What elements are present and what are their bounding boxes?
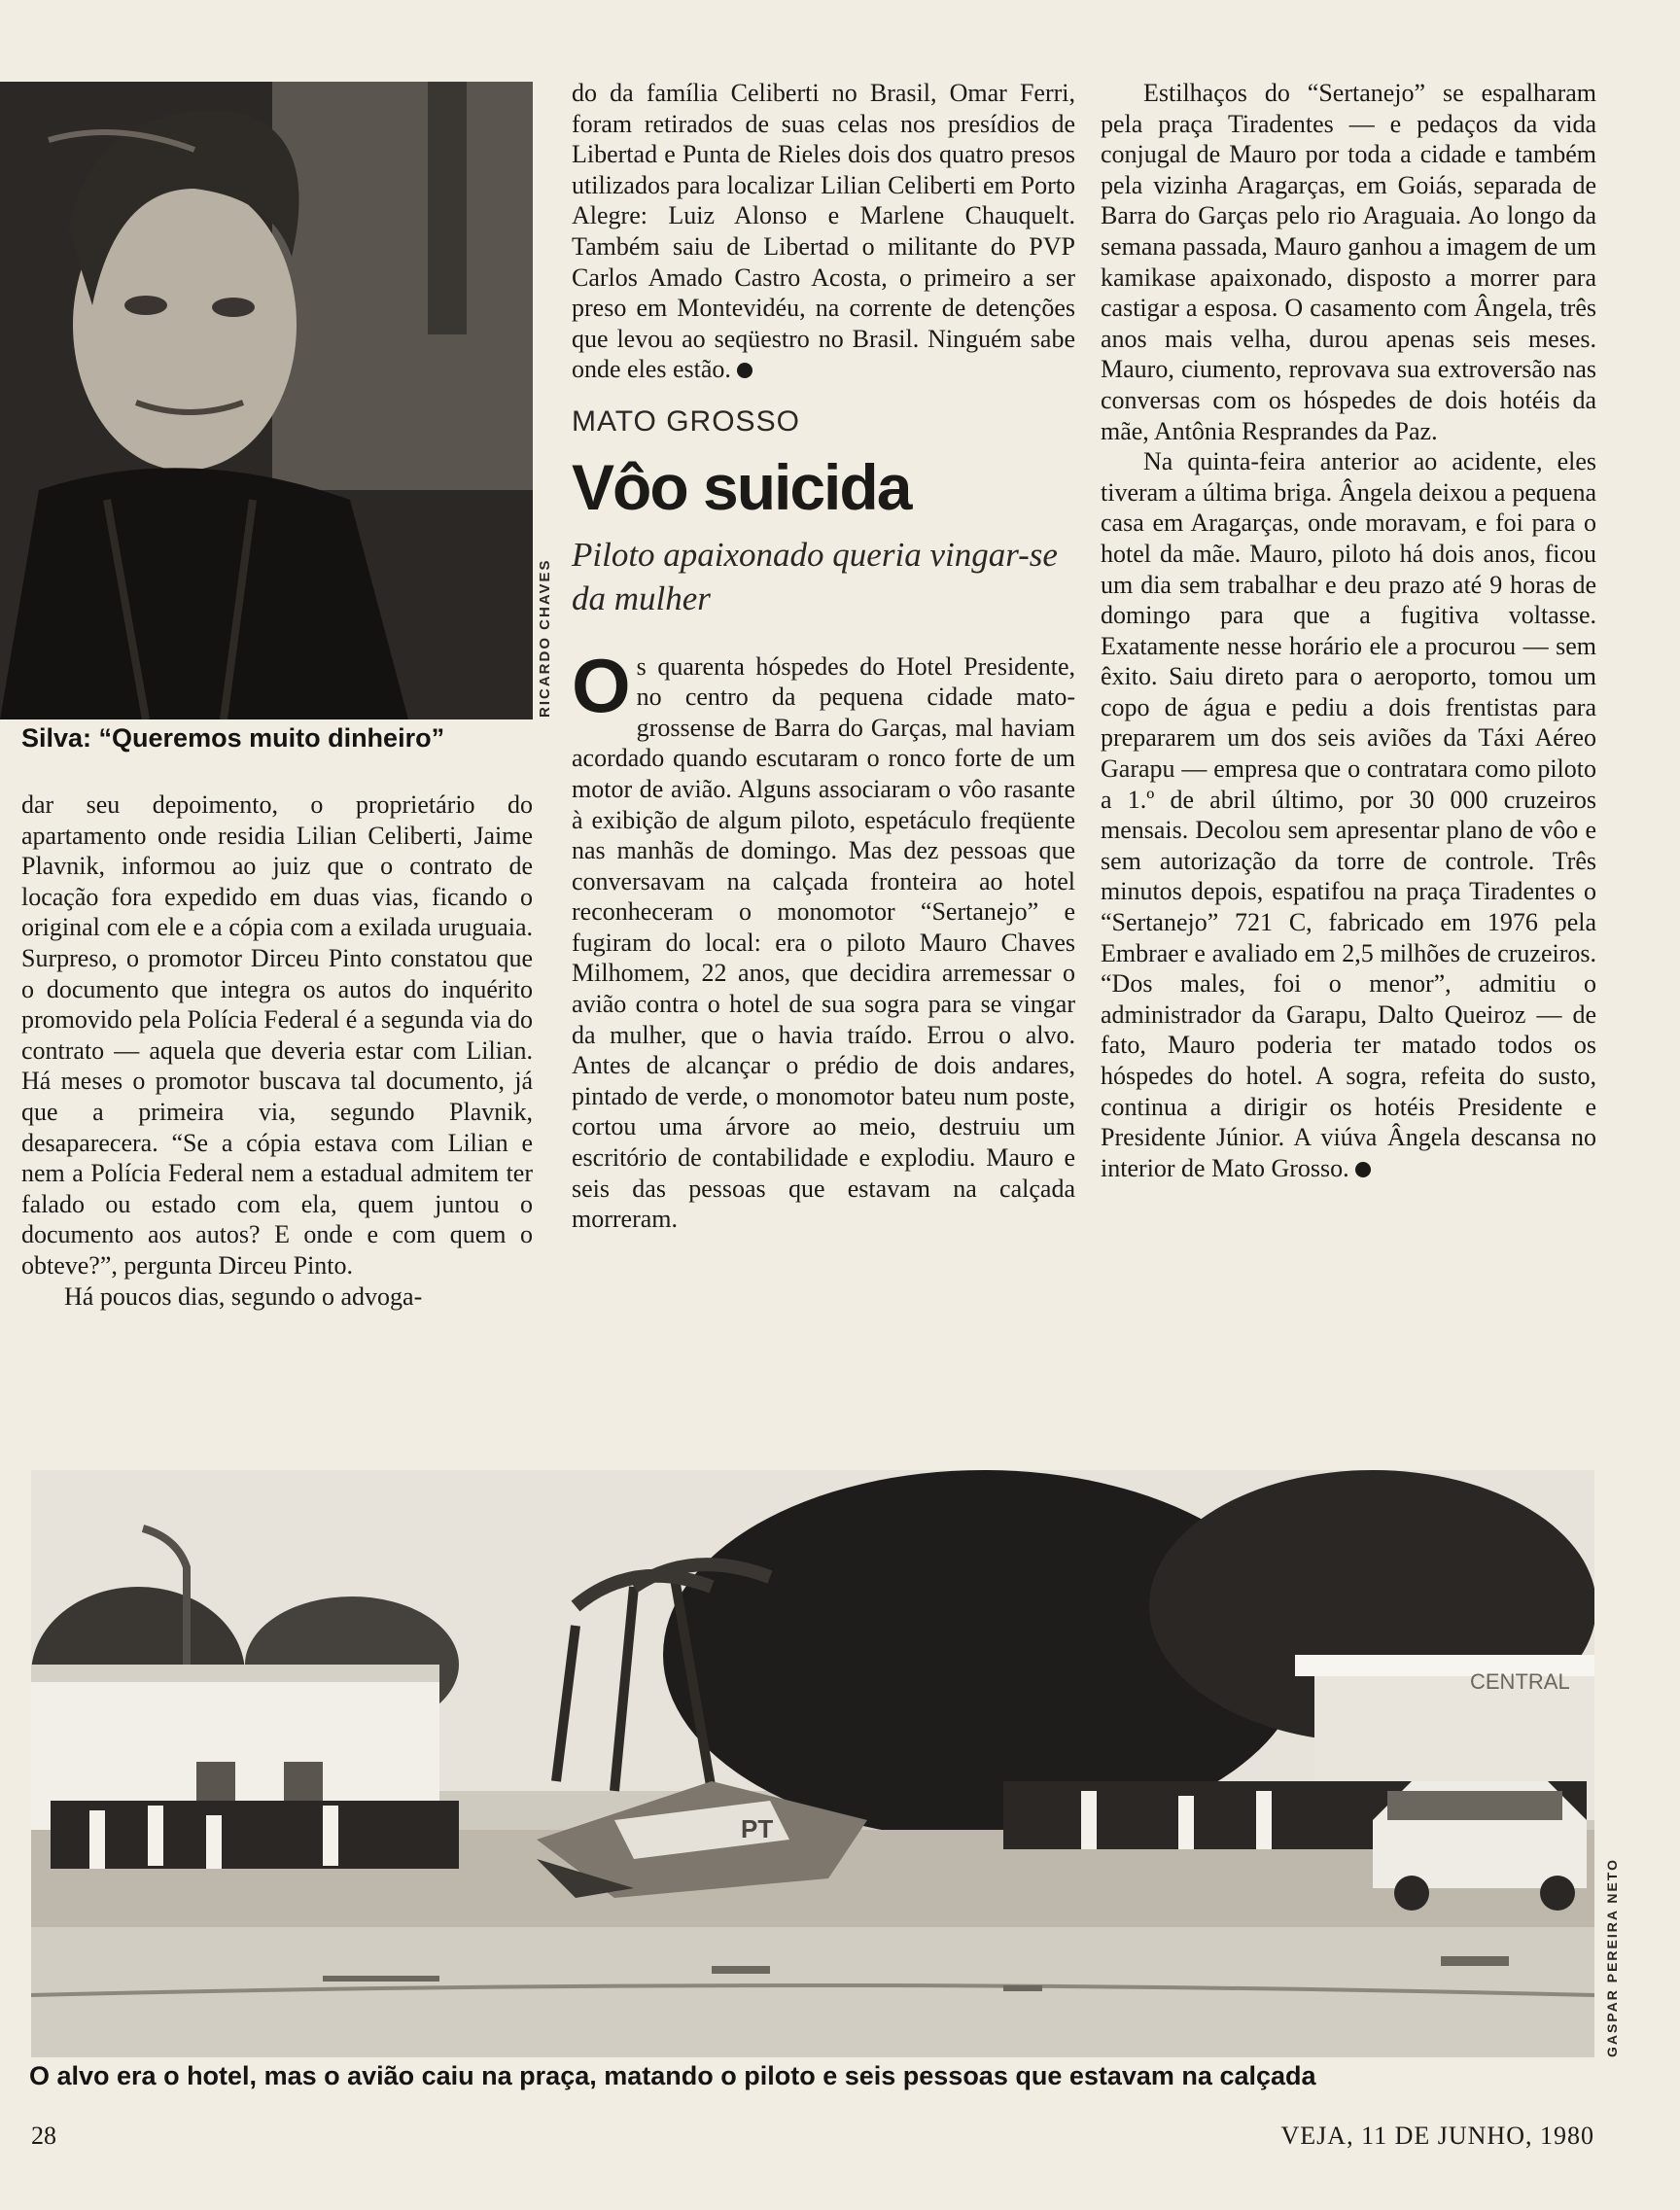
end-mark-icon (1355, 1162, 1371, 1177)
drop-cap: O (572, 642, 631, 728)
crash-scene-photo (31, 1470, 1594, 2057)
section-label: MATO GROSSO (572, 404, 800, 438)
crash-photo-credit: GASPAR PEREIRA NETO (1604, 1858, 1620, 2057)
portrait-illustration (0, 82, 533, 719)
column-3-paragraph: Estilhaços do “Sertanejo” se espalharam pela praça Tiradentes — e pedaços da vida conjugal de Mauro por toda a cidade e também pela vizinha Aragarças, em Goiás, separada de Barra do Garças pelo rio Araguaia. Ao longo da semana passada, Mauro ganhou a imagem de um kamikase apaixonado, disposto a morrer para castigar a esposa. O casamento com Ângela, três anos mais velha, durou apenas seis meses. Mauro, ciumento, reprovava sua extroversão nas conversas com os hóspedes de dois hotéis da mãe, Antônia Resprandes da Paz. (1101, 79, 1596, 445)
column-1-paragraph: dar seu depoimento, o proprietário do apartamento onde residia Lilian Celiberti, Jaime Plavnik, informou ao juiz que o contrato de locação fora expedido em duas vias, ficando o original com ele e a cópia com a exilada uruguaia. Surpreso, o promotor Dirceu Pinto constatou que o documento que integra os autos do inquérito promovido pela Polícia Federal é a segunda via do contrato — aquela que deveria estar com Lilian. Há meses o promotor buscava tal documento, já que a primeira via, segundo Plavnik, desaparecera. “Se a cópia estava com Lilian e nem a Polícia Federal nem a estadual admitem ter falado ou estado com ela, quem juntou o documento aos autos? E onde e com quem o obteve?”, pergunta Dirceu Pinto. (21, 790, 533, 1280)
end-mark-icon (737, 363, 752, 378)
crash-scene-illustration (31, 1470, 1594, 2057)
article-subheadline: Piloto apaixonado queria vingar-se da mulher (572, 535, 1058, 617)
aircraft-registration: PT (741, 1814, 774, 1843)
column-3-paragraph: Na quinta-feira anterior ao acidente, eles tiveram a última briga. Ângela deixou a pequena casa em Aragarças, onde moravam, e foi para o hotel da mãe. Mauro, piloto há dois anos, ficou um dia sem trabalhar e deu prazo até 9 horas de domingo para que a fugitiva voltasse. Exatamente nesse horário ele a procurou — sem êxito. Saiu direto para o aeroporto, tomou um copo de água e pediu a dois frentistas para prepararem um dos seis aviões da Táxi Aéreo Garapu — empresa que o contratara como piloto a 1.º de abril último, por 30 000 cruzeiros mensais. Decolou sem apresentar plano de vôo e sem autorização da torre de controle. Três minutos depois, espatifou na praça Tiradentes o “Sertanejo” 721 C, fabricado em 1976 pela Embraer e avaliado em 2,5 milhões de cruzeiros. “Dos males, foi o menor”, admitiu o administrador da Garapu, Dalto Queiroz — de fato, Mauro poderia ter matado todos os hóspedes do hotel. A sogra, refeita do susto, continua a dirigir os hotéis Presidente e Presidente Júnior. A viúva Ângela descansa no interior de Mato Grosso. (1101, 447, 1596, 1182)
column-2-continued-text: do da família Celiberti no Brasil, Omar Ferri, foram retirados de suas celas nos presídios de Libertad e Punta de Rieles dois dos quatro presos utilizados para localizar Lilian Celiberti em Porto Alegre: Luiz Alonso e Marlene Chauquelt. Também saiu de Libertad o militante do PVP Carlos Amado Castro Acosta, o primeiro a ser preso em Montevidéu, na corrente de detenções que levou ao seqüestro no Brasil. Ninguém sabe onde eles estão. (572, 79, 1075, 384)
portrait-photo (0, 82, 533, 719)
column-3 (1101, 78, 1596, 1183)
column-2 (572, 78, 1075, 1235)
column-1-paragraph: Há poucos dias, segundo o advoga- (64, 1281, 423, 1311)
portrait-photo-credit: RICARDO CHAVES (537, 558, 553, 718)
publication-info: VEJA, 11 DE JUNHO, 1980 (1280, 2122, 1594, 2150)
page-number: 28 (31, 2122, 56, 2150)
article-lead-paragraph: s quarenta hóspedes do Hotel Presidente, no centro da pequena cidade mato-grossense de Barra do Garças, mal haviam acordado quando escutaram o ronco forte de um motor de avião. Alguns associaram o vôo rasante à exibição de algum piloto, espetáculo freqüente nas manhãs de domingo. Mas dez pessoas que conversavam na calçada fronteira ao hotel reconheceram o monomotor “Sertanejo” e fugiram do local: era o piloto Mauro Chaves Milhomem, 22 anos, que decidira arremessar o avião contra o hotel de sua sogra para se vingar da mulher, que o havia traído. Errou o alvo. Antes de alcançar o prédio de dois andares, pintado de verde, o monomotor bateu num poste, cortou uma árvore ao meio, destruiu um escritório de contabilidade e explodiu. Mauro e seis das pessoas que estavam na calçada morreram. (572, 651, 1075, 1234)
crash-photo-caption: O alvo era o hotel, mas o avião caiu na praça, matando o piloto e seis pessoas que estavam na calçada (29, 2061, 1316, 2090)
building-sign: CENTRAL (1470, 1669, 1570, 1694)
column-1 (21, 789, 533, 1312)
portrait-caption: Silva: “Queremos muito dinheiro” (21, 723, 445, 753)
article-headline: Vôo suicida (572, 450, 911, 523)
